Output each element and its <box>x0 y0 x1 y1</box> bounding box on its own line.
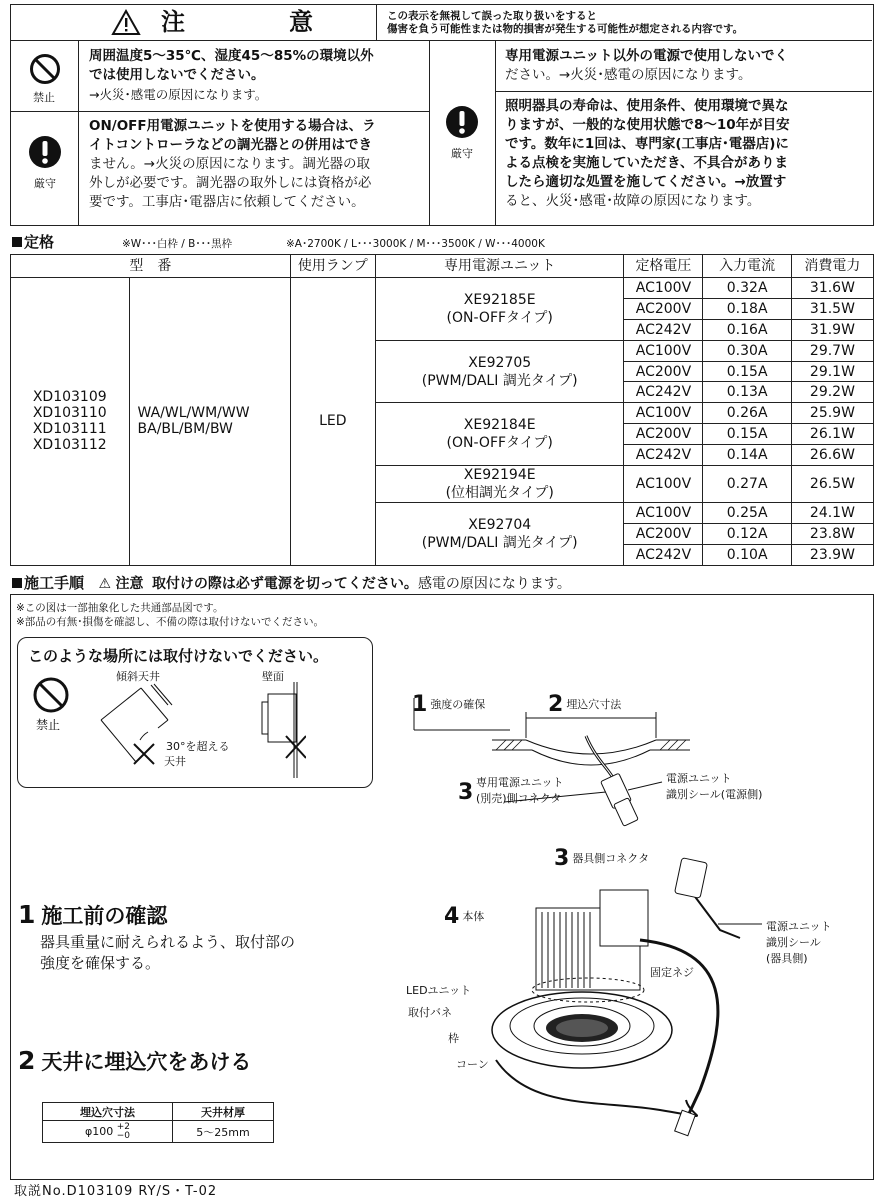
voltage-cell: AC242V <box>624 544 703 565</box>
caution-text: ると、火災･感電･故障の原因になります。 <box>505 193 761 209</box>
hole-header-size: 埋込穴寸法 <box>43 1103 173 1121</box>
spec-table <box>10 254 874 566</box>
voltage-cell: AC200V <box>624 424 703 445</box>
model-variants-cell <box>129 278 290 566</box>
current-cell: 0.32A <box>703 278 791 299</box>
current-cell: 0.13A <box>703 382 791 403</box>
label-psu-seal-line: 識別シール(電源側) <box>666 788 763 801</box>
prohibit-icon <box>29 53 61 85</box>
caution-header <box>11 5 872 41</box>
hole-tolerance-plus: +2 <box>116 1121 131 1132</box>
power-cell: 23.8W <box>791 523 873 544</box>
current-cell: 0.14A <box>703 445 791 466</box>
caution-title-text: 注 意 <box>161 8 353 36</box>
caution-item-power <box>505 47 788 85</box>
label-screw: 固定ネジ <box>650 966 694 979</box>
install-heading-text: 施工手順 <box>24 574 85 592</box>
caution-text: 照明器具の寿命は、使用条件、使用環境で異な <box>505 98 789 114</box>
model-variant: WA/WL/WM/WW <box>137 405 250 422</box>
label-fixture-seal <box>766 918 832 966</box>
step1-body <box>40 932 295 974</box>
label-psu-connector-line: 専用電源ユニット <box>476 776 564 789</box>
header-voltage: 定格電圧 <box>624 255 703 278</box>
label-psu-seal <box>666 770 762 802</box>
model-number: XD103109 <box>32 389 107 406</box>
power-cell: 25.9W <box>791 403 873 424</box>
mandatory-icon <box>28 135 62 169</box>
power-cell: 26.1W <box>791 424 873 445</box>
power-cell: 29.7W <box>791 340 873 361</box>
caution-desc-line: この表示を無視して誤った取り扱いをすると <box>387 10 597 22</box>
install-warn-label: 注意 <box>115 576 144 592</box>
header-current: 入力電流 <box>703 255 791 278</box>
current-cell: 0.30A <box>703 340 791 361</box>
angle-note-2: 天井 <box>164 755 186 768</box>
warning-triangle-icon <box>111 9 141 36</box>
label-frame: 枠 <box>448 1032 459 1045</box>
sloped-ceiling-label: 傾斜天井 <box>116 670 160 683</box>
step1-body-line: 強度を確保する。 <box>40 954 161 972</box>
mandatory-label: 厳守 <box>451 147 473 160</box>
label-hole-size: 2 埋込穴寸法 <box>548 692 622 717</box>
caution-title <box>11 5 377 40</box>
label-fixture-seal-line: 識別シール <box>766 936 821 949</box>
voltage-cell: AC200V <box>624 523 703 544</box>
current-cell: 0.18A <box>703 298 791 319</box>
frame-note: ※W･･･白枠 / B･･･黒枠 <box>122 238 233 250</box>
hole-size-value: φ100 <box>84 1124 114 1138</box>
label-body: 4 本体 <box>444 904 485 929</box>
header-lamp: 使用ランプ <box>290 255 375 278</box>
caution-text: したら適切な処置を施してください。→放置す <box>505 174 787 190</box>
hole-size-table <box>42 1102 274 1143</box>
voltage-cell: AC100V <box>624 503 703 524</box>
power-cell: 24.1W <box>791 503 873 524</box>
model-number: XD103111 <box>32 421 107 438</box>
step2-title: 天井に埋込穴をあける <box>41 1050 252 1074</box>
header-model: 型 番 <box>11 255 291 278</box>
label-psu-connector-line: (別売)側コネクタ <box>476 792 562 805</box>
current-cell: 0.12A <box>703 523 791 544</box>
label-fixture-seal-line: (器具側) <box>766 952 808 965</box>
fixture-diagram <box>490 850 840 1150</box>
label-psu-seal-line: 電源ユニット <box>666 772 732 785</box>
model-variant: BA/BL/BM/BW <box>137 421 233 438</box>
voltage-cell: AC242V <box>624 319 703 340</box>
caution-text: ON/OFF用電源ユニットを使用する場合は、ラ <box>89 118 376 134</box>
spec-heading <box>12 231 54 252</box>
psu-model: XE92705 <box>468 354 532 371</box>
power-cell: 26.5W <box>791 466 873 503</box>
voltage-cell: AC100V <box>624 340 703 361</box>
power-cell: 29.2W <box>791 382 873 403</box>
caution-text: りますが、一般的な使用状態で8～10年が目安 <box>505 117 790 133</box>
power-cell: 26.6W <box>791 445 873 466</box>
hole-tolerance-minus: −0 <box>116 1130 131 1141</box>
caution-text: では使用しないでください。 <box>89 67 265 83</box>
spec-heading-text: 定格 <box>24 233 55 251</box>
caution-text: →火災･感電の原因になります。 <box>89 87 268 102</box>
power-cell: 31.9W <box>791 319 873 340</box>
caution-text: 要です。工事店･電器店に依頼してください。 <box>89 194 365 210</box>
label-strength-text: 強度の確保 <box>430 698 486 711</box>
install-heading-line <box>12 572 571 593</box>
psu-type: (位相調光タイプ) <box>445 485 554 502</box>
install-note-2: ※部品の有無･損傷を確認し、不備の際は取付けないでください。 <box>16 616 325 628</box>
no-install-prohibit-label: 禁止 <box>36 718 61 732</box>
label-body-text: 本体 <box>462 910 485 923</box>
model-number: XD103112 <box>32 437 107 454</box>
power-cell: 31.5W <box>791 298 873 319</box>
mandatory-icon <box>445 105 479 139</box>
label-cone: コーン <box>456 1058 489 1071</box>
caution-text: 外しが必要です。調光器の取外しには資格が必 <box>89 175 372 191</box>
caution-item-lifetime <box>505 97 790 211</box>
header-power: 消費電力 <box>791 255 873 278</box>
install-warn-bold: 取付けの際は必ず電源を切ってください。 <box>151 576 418 592</box>
caution-description <box>387 10 867 36</box>
caution-text: 専用電源ユニット以外の電源で使用しないでく <box>505 48 788 64</box>
lamp-cell: LED <box>290 278 375 566</box>
current-cell: 0.16A <box>703 319 791 340</box>
header-psu: 専用電源ユニット <box>375 255 624 278</box>
psu-type: (PWM/DALI 調光タイプ) <box>421 534 578 551</box>
caution-item-environment <box>89 47 374 104</box>
mandatory-label: 厳守 <box>34 177 56 190</box>
caution-text: よる点検を実施していただき、不具合がありま <box>505 155 788 171</box>
hole-header-thickness: 天井材厚 <box>173 1103 274 1121</box>
wall-label: 壁面 <box>262 670 284 683</box>
psu-cell <box>375 503 624 566</box>
caution-desc-line: 傷害を負う可能性または物的損害が発生する可能性が想定される内容です。 <box>387 23 744 35</box>
voltage-cell: AC100V <box>624 466 703 503</box>
no-install-title: このような場所には取付けないでください。 <box>28 647 329 665</box>
current-cell: 0.27A <box>703 466 791 503</box>
power-cell: 29.1W <box>791 361 873 382</box>
caution-text: ださい。→火災･感電の原因になります。 <box>505 67 752 83</box>
prohibit-icon <box>32 676 70 714</box>
psu-cell <box>375 340 624 403</box>
hole-size-cell <box>43 1121 173 1143</box>
label-strength: 1 強度の確保 <box>412 692 486 717</box>
label-fixture-connector-text: 器具側コネクタ <box>572 852 650 865</box>
model-number: XD103110 <box>32 405 107 422</box>
document-number: 取説No.D103109 RY/S・T-02 <box>14 1184 218 1199</box>
label-led-unit: LEDユニット <box>406 984 472 997</box>
caution-text: ません。→火災の原因になります。調光器の取 <box>89 156 371 172</box>
ceiling-thickness-value: 5～25mm <box>173 1121 274 1143</box>
psu-cell <box>375 466 624 503</box>
voltage-cell: AC242V <box>624 382 703 403</box>
spec-table-header-row <box>11 255 874 278</box>
power-cell: 31.6W <box>791 278 873 299</box>
step1-number: 1 <box>18 900 36 929</box>
psu-model: XE92184E <box>463 417 536 434</box>
current-cell: 0.10A <box>703 544 791 565</box>
voltage-cell: AC242V <box>624 445 703 466</box>
label-psu-connector: 3 専用電源ユニット (別売)側コネクタ <box>458 776 564 805</box>
install-note-1: ※この図は一部抽象化した共通部品図です。 <box>16 602 224 614</box>
voltage-cell: AC100V <box>624 278 703 299</box>
install-warn-rest: 感電の原因になります。 <box>417 576 571 592</box>
angle-note-1: 30°を超える <box>166 740 230 753</box>
label-spring: 取付バネ <box>408 1006 452 1019</box>
caution-panel <box>10 4 874 226</box>
color-temp-note: ※A･2700K / L･･･3000K / M･･･3500K / W･･･4000K <box>286 238 545 250</box>
caution-text: イトコントローラなどの調光器との併用はでき <box>89 137 372 153</box>
voltage-cell: AC200V <box>624 298 703 319</box>
step1-body-line: 器具重量に耐えられるよう、取付部の <box>40 933 296 951</box>
label-fixture-seal-line: 電源ユニット <box>766 920 832 933</box>
step2-number: 2 <box>18 1046 36 1075</box>
caution-text: 周囲温度5～35℃、湿度45～85%の環境以外 <box>89 48 374 64</box>
no-install-illustration <box>96 680 306 780</box>
psu-type: (ON-OFFタイプ) <box>446 435 553 452</box>
current-cell: 0.26A <box>703 403 791 424</box>
spec-row <box>11 278 874 299</box>
psu-model: XE92185E <box>463 291 536 308</box>
current-cell: 0.25A <box>703 503 791 524</box>
psu-cell <box>375 403 624 466</box>
psu-model: XE92194E <box>463 467 536 484</box>
label-fixture-connector: 3 器具側コネクタ <box>554 846 650 871</box>
prohibit-label: 禁止 <box>33 91 55 104</box>
model-numbers-cell <box>11 278 130 566</box>
step1-title: 施工前の確認 <box>41 904 168 928</box>
voltage-cell: AC200V <box>624 361 703 382</box>
step2-heading <box>18 1046 251 1076</box>
current-cell: 0.15A <box>703 361 791 382</box>
caution-text: です。数年に1回は、専門家(工事店･電器店)に <box>505 136 789 152</box>
psu-type: (PWM/DALI 調光タイプ) <box>421 372 578 389</box>
caution-item-dimmer <box>89 117 376 212</box>
current-cell: 0.15A <box>703 424 791 445</box>
label-hole-size-text: 埋込穴寸法 <box>566 698 622 711</box>
warning-triangle-icon: ⚠ <box>98 576 112 592</box>
psu-type: (ON-OFFタイプ) <box>446 309 553 326</box>
power-cell: 23.9W <box>791 544 873 565</box>
psu-model: XE92704 <box>468 516 532 533</box>
step1-heading <box>18 900 167 930</box>
psu-cell <box>375 278 624 341</box>
voltage-cell: AC100V <box>624 403 703 424</box>
